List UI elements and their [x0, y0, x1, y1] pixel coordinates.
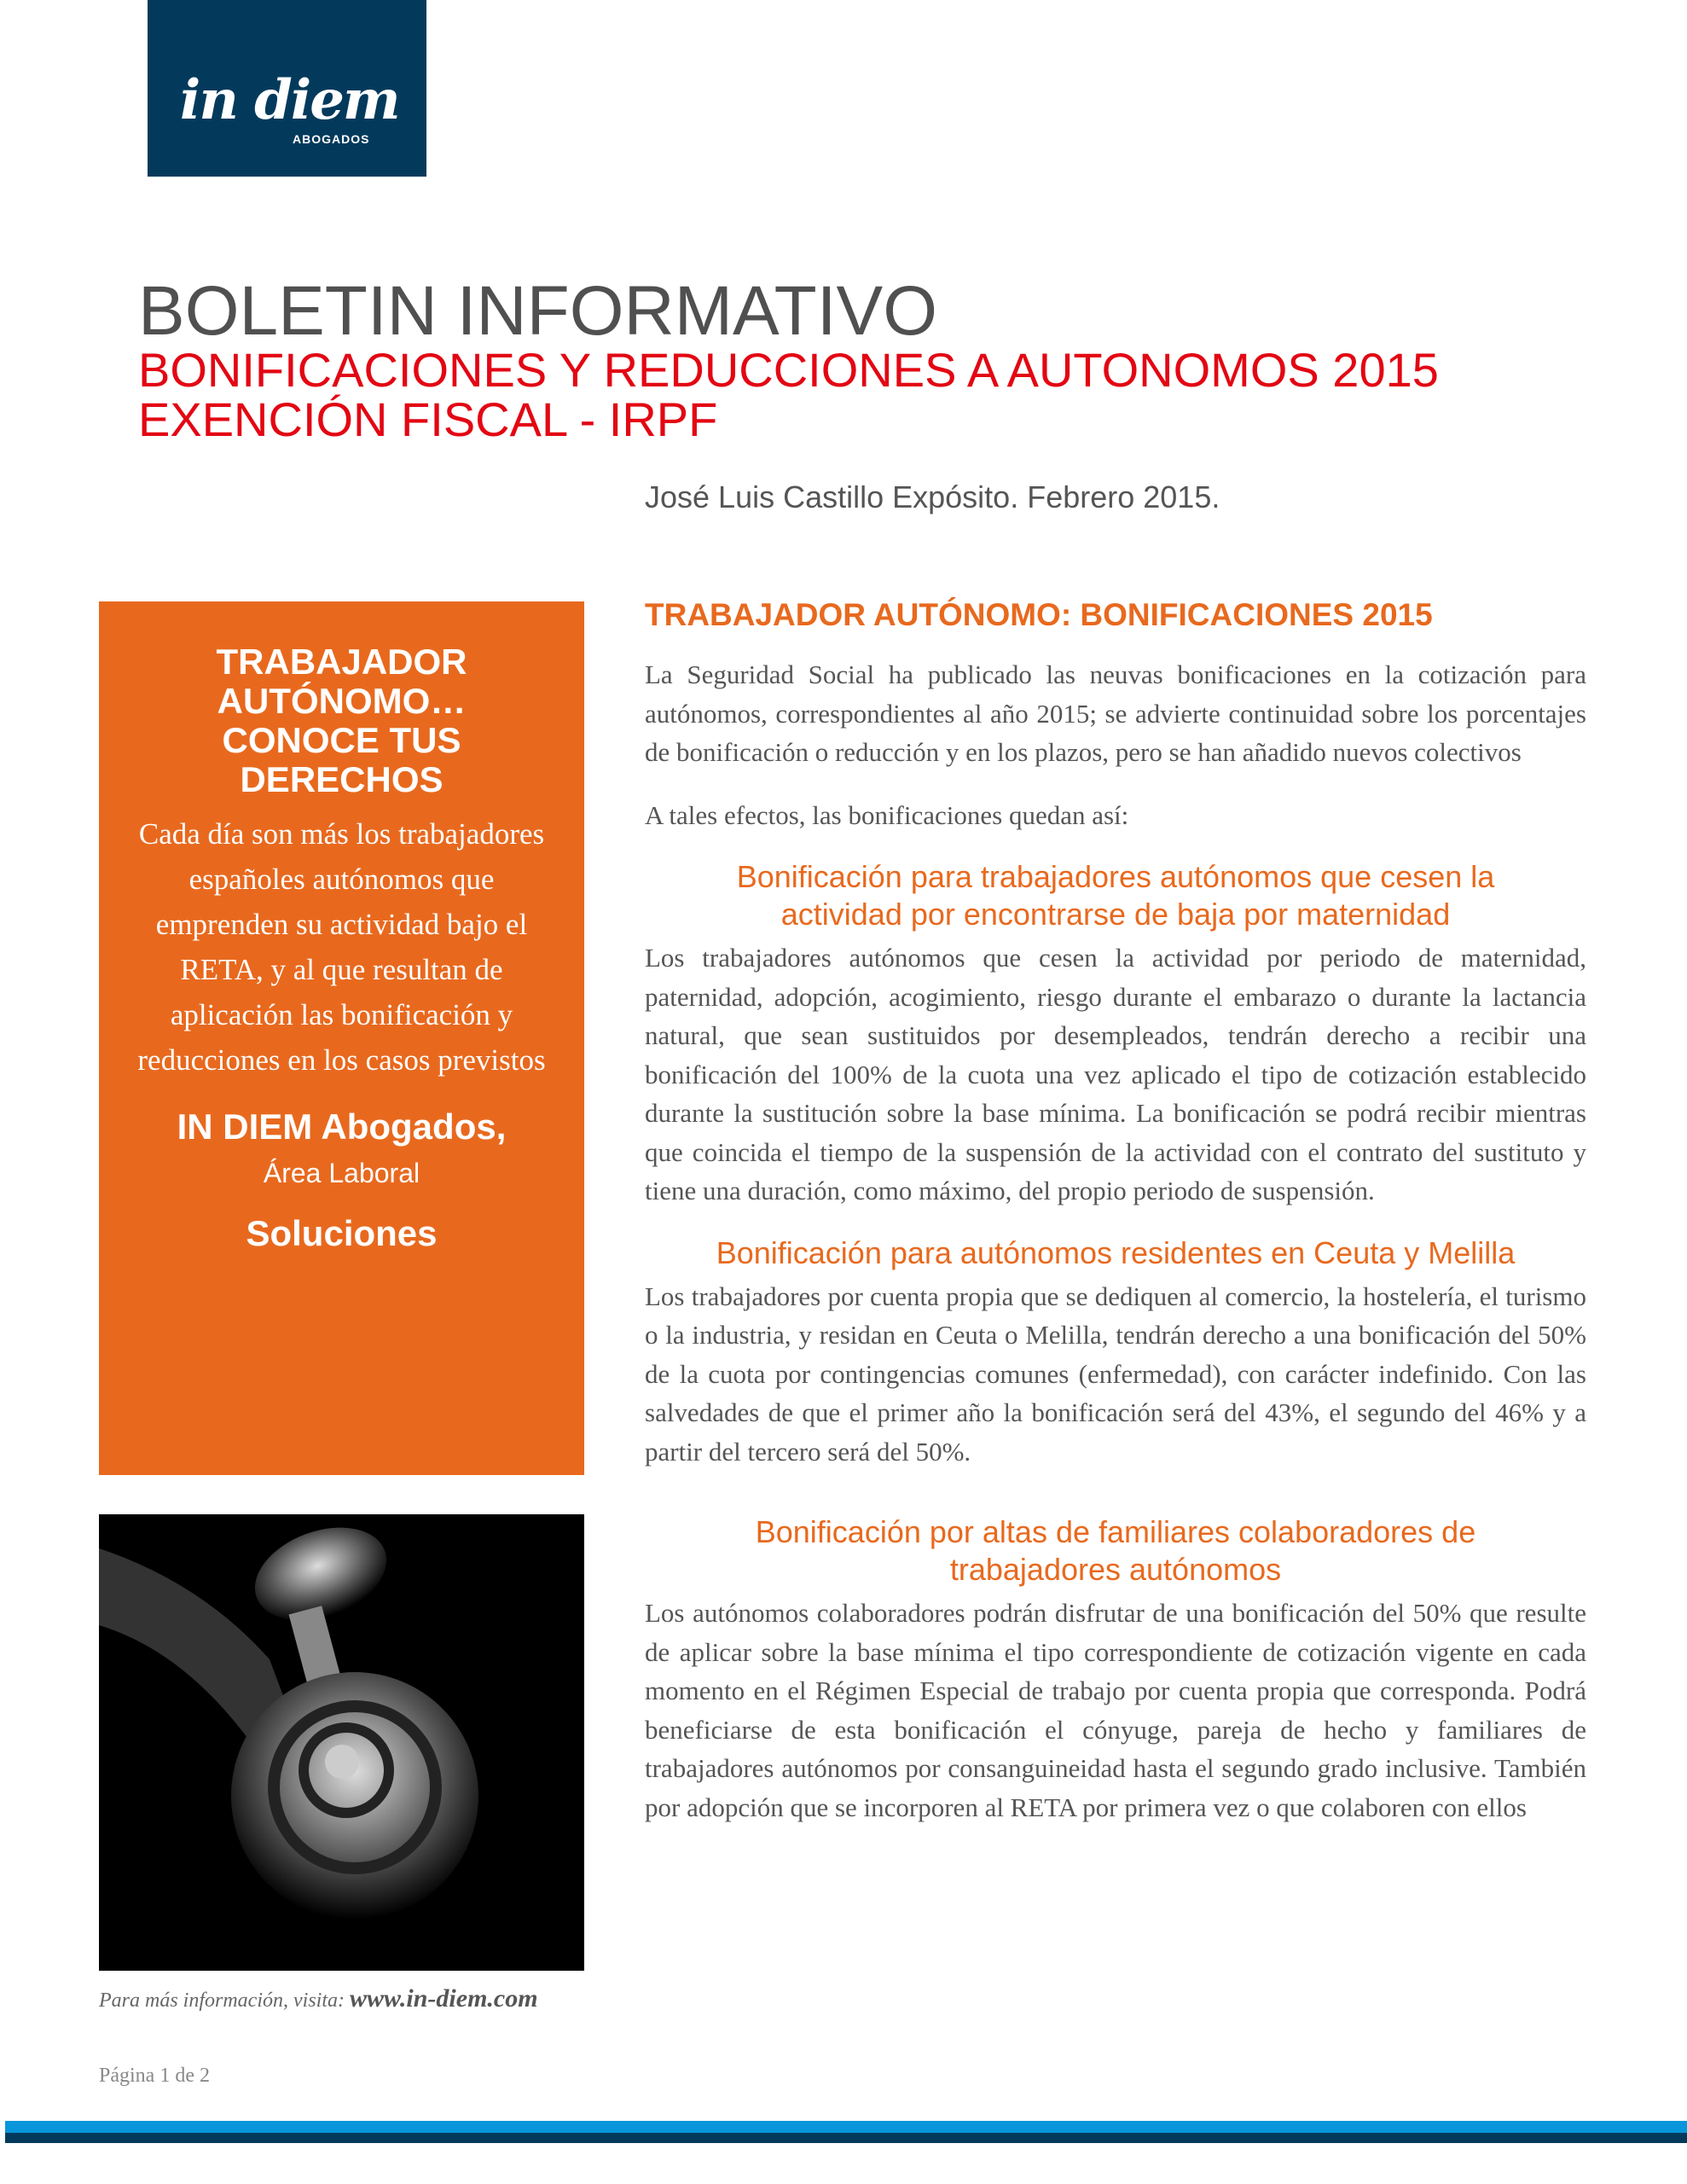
- subsection-title: Bonificación para trabajadores autónomos que cesen la actividad por encontrarse de baja por maternidad: [736, 859, 1495, 932]
- violin-scroll-photo: [99, 1514, 584, 1971]
- sidebar-heading: TRABAJADOR AUTÓNOMO… CONOCE TUS DERECHOS: [216, 642, 467, 799]
- sidebar-text: Cada día son más los trabajadores españoles autónomos que emprenden su actividad bajo el RETA, y al que resultan de aplicación las bonificación y reducciones en los casos previstos: [137, 817, 546, 1077]
- logo-sub: ABOGADOS: [293, 132, 370, 146]
- area-label: Área Laboral: [263, 1158, 420, 1188]
- page-number: Página 1 de 2: [99, 2065, 210, 2087]
- subtitle-2: EXENCIÓN FISCAL - IRPF: [138, 392, 718, 446]
- intro-paragraph: La Seguridad Social ha publicado las neuvas bonificaciones en la cotización para autónomos, correspondientes al año 2015; se advierte continuidad sobre los porcentajes de bonificación o reducción y en los plazos, pero se han añadido nuevos colectivos: [645, 659, 1586, 767]
- subsection-body: Los autónomos colaboradores podrán disfrutar de una bonificación del 50% que resulte de aplicar sobre la base mínima el tipo correspondiente de cotización vigente en cada momento en el Régimen Especial de trabajo por cuenta propia que corresponda. Podrá beneficiarse de esta bonificación el cónyuge, pareja de hecho y familiares de trabajadores autónomos por consanguineidad hasta el segundo grado inclusive. También por adopción que se incorporen al RETA por primera vez o que colaboren con ellos: [645, 1598, 1586, 1822]
- company-logo: [148, 0, 426, 177]
- more-info-label: Para más información, visita:: [99, 1989, 345, 2012]
- author-date: José Luis Castillo Expósito. Febrero 2015.: [645, 479, 1220, 514]
- subsection-title: Bonificación para autónomos residentes en Ceuta y Melilla: [716, 1234, 1516, 1270]
- website-link[interactable]: www.in-diem.com: [350, 1984, 538, 2013]
- logo-name: in diem: [180, 68, 399, 132]
- section-heading: TRABAJADOR AUTÓNOMO: BONIFICACIONES 2015: [645, 597, 1433, 632]
- tagline: Soluciones: [246, 1213, 438, 1253]
- footer-bar-dark: [5, 2133, 1687, 2143]
- more-info: [99, 1984, 538, 2013]
- footer-bar-light: [5, 2121, 1687, 2133]
- subsection-title: Bonificación por altas de familiares colaboradores de trabajadores autónomos: [755, 1514, 1476, 1587]
- subtitle: BONIFICACIONES Y REDUCCIONES A AUTONOMOS 2015: [138, 343, 1439, 397]
- firm-name: IN DIEM Abogados,: [177, 1107, 507, 1147]
- subsection-body: Los trabajadores autónomos que cesen la actividad por periodo de maternidad, paternidad, adopción, acogimiento, riesgo durante el embarazo o durante la lactancia natural, que sean sustituidos por desempleados, tendrán derecho a recibir una bonificación del 100% de la cuota una vez aplicado el tipo de cotización establecido durante la sustitución sobre la base mínima. La bonificación se podrá recibir mientras que coincida el tiempo de la suspensión de la actividad con el contrato del sustituto y tiene una duración, como máximo, del propio periodo de suspensión.: [645, 943, 1586, 1205]
- subsection-body: Los trabajadores por cuenta propia que se dediquen al comercio, la hostelería, el turismo o la industria, y residan en Ceuta o Melilla, tendrán derecho a una bonificación del 50% de la cuota por contingencias comunes (enfermedad), con carácter indefinido. Con las salvedades de que el primer año la bonificación será del 43%, el segundo del 46% y a partir del tercero será del 50%.: [645, 1281, 1586, 1467]
- intro-paragraph-2: A tales efectos, las bonificaciones quedan así:: [645, 799, 1129, 830]
- main-content: [645, 597, 1586, 1850]
- page-title: BOLETIN INFORMATIVO: [138, 272, 937, 350]
- sidebar-box: [99, 601, 584, 1475]
